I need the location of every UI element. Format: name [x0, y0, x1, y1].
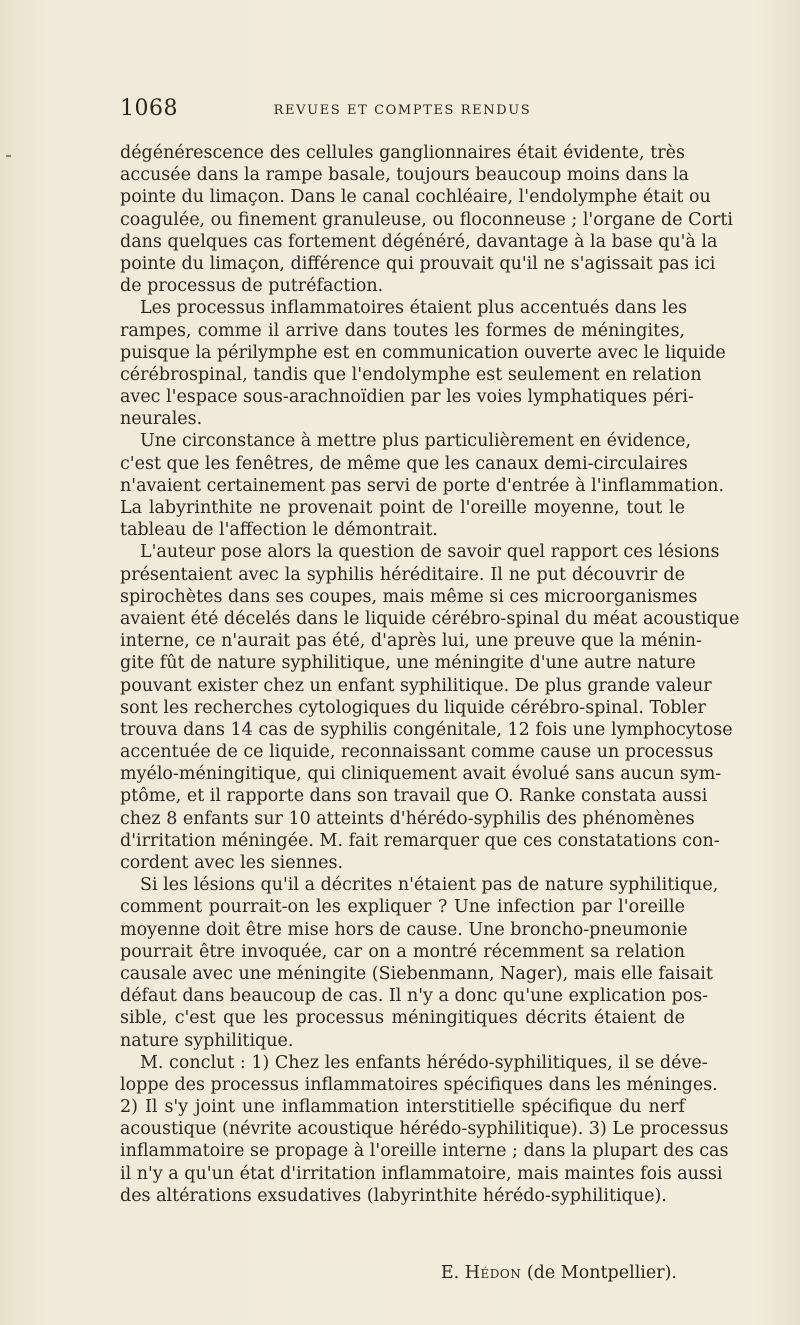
text-line: spirochètes dans ses coupes, mais même si ces microorganismes — [120, 586, 698, 607]
text-line: chez 8 enfants sur 10 atteints d'hérédo-syphilis des phénomènes — [120, 808, 695, 829]
text-line: défaut dans beaucoup de cas. Il n'y a donc qu'une explication pos- — [120, 986, 709, 1007]
text-line: dégénérescence des cellules ganglionnaires était évidente, très — [120, 143, 685, 163]
text-line: Une circonstance à mettre plus particulièrement en évidence, — [140, 431, 692, 452]
signature-initial: E. — [440, 1263, 460, 1283]
signature-location: (de Montpellier). — [526, 1263, 677, 1283]
text-line: pourrait être invoquée, car on a montré récemment sa relation — [120, 941, 685, 962]
text-line: n'avaient certainement pas servi de porte d'entrée à l'inflammation. — [120, 475, 725, 496]
signature — [120, 1262, 685, 1286]
text-line: d'irritation méningée. M. fait remarquer que ces constatations con- — [120, 830, 720, 851]
text-line: 2) Il s'y joint une inflammation interstitielle spécifique du nerf — [120, 1097, 685, 1118]
text-line: L'auteur pose alors la question de savoir quel rapport ces lésions — [140, 542, 720, 563]
text-line: il n'y a qu'un état d'irritation inflammatoire, mais maintes fois aussi — [120, 1163, 723, 1184]
text-line: causale avec une méningite (Siebenmann, Nager), mais elle faisait — [120, 963, 713, 984]
text-line: moyenne doit être mise hors de cause. Une broncho-pneumonie — [120, 919, 688, 940]
text-line: comment pourrait-on les expliquer ? Une infection par l'oreille — [120, 897, 685, 918]
text-line: puisque la périlymphe est en communication ouverte avec le liquide — [120, 342, 726, 363]
text-line: avaient été décelés dans le liquide cérébro-spinal du méat acoustique — [120, 608, 740, 629]
text-line: inflammatoire se propage à l'oreille interne ; dans la plupart des cas — [120, 1141, 729, 1162]
text-line: cérébrospinal, tandis que l'endolymphe est seulement en relation — [120, 364, 702, 385]
text-line: sible, c'est que les processus méningitiques décrits étaient de — [120, 1008, 685, 1029]
text-line: loppe des processus inflammatoires spécifiques dans les méninges. — [120, 1074, 718, 1095]
text-line: de processus de putréfaction. — [120, 276, 384, 297]
signature-name: Hédon — [464, 1263, 522, 1283]
text-line: présentaient avec la syphilis héréditaire. Il ne put découvrir de — [120, 564, 685, 585]
text-line: coagulée, ou finement granuleuse, ou floconneuse ; l'organe de Corti — [120, 209, 734, 230]
margin-mark — [6, 155, 11, 157]
text-line: avec l'espace sous-arachnoïdien par les voies lymphatiques péri- — [120, 387, 694, 408]
text-line: neurales. — [120, 409, 203, 430]
text-line: c'est que les fenêtres, de même que les canaux demi-circulaires — [120, 453, 688, 474]
text-line: pouvant exister chez un enfant syphilitique. De plus grande valeur — [120, 675, 712, 696]
text-line: sont les recherches cytologiques du liquide cérébro-spinal. Tobler — [120, 697, 706, 718]
text-line: tableau de l'affection le démontrait. — [120, 520, 438, 541]
text-line: accusée dans la rampe basale, toujours beaucoup moins dans la — [120, 165, 689, 186]
text-line: dans quelques cas fortement dégénéré, davantage à la base qu'à la — [120, 231, 718, 252]
text-line: myélo-méningitique, qui cliniquement avait évolué sans aucun sym- — [120, 764, 722, 785]
text-line: acoustique (névrite acoustique hérédo-syphilitique). 3) Le processus — [120, 1119, 729, 1140]
text-line: accentuée de ce liquide, reconnaissant comme cause un processus — [120, 742, 714, 763]
text-line: pointe du limaçon, différence qui prouvait qu'il ne s'agissait pas ici — [120, 253, 716, 274]
running-head: REVUES ET COMPTES RENDUS — [273, 103, 532, 118]
text-line: des altérations exsudatives (labyrinthite hérédo-syphilitique). — [120, 1185, 667, 1206]
text-line: nature syphilitique. — [120, 1030, 294, 1051]
text-line: Si les lésions qu'il a décrites n'étaient pas de nature syphilitique, — [140, 875, 719, 896]
page-header — [120, 96, 685, 126]
text-line: La labyrinthite ne provenait point de l'oreille moyenne, tout le — [120, 498, 685, 518]
text-line: cordent avec les siennes. — [120, 853, 344, 873]
text-line: gite fût de nature syphilitique, une méningite d'une autre nature — [120, 653, 696, 674]
text-line: rampes, comme il arrive dans toutes les formes de méningites, — [120, 320, 685, 341]
text-line: Les processus inflammatoires étaient plus accentués dans les — [140, 298, 688, 319]
article-body — [120, 142, 740, 1207]
text-line: interne, ce n'aurait pas été, d'après lui, une preuve que la ménin- — [120, 631, 702, 652]
text-line: trouva dans 14 cas de syphilis congénitale, 12 fois une lymphocytose — [120, 719, 733, 740]
text-line: ptôme, et il rapporte dans son travail que O. Ranke constata aussi — [120, 786, 708, 807]
text-line: M. conclut : 1) Chez les enfants hérédo-syphilitiques, il se déve- — [140, 1052, 708, 1073]
text-line: pointe du limaçon. Dans le canal cochléaire, l'endolymphe était ou — [120, 187, 711, 208]
page-number: 1068 — [120, 96, 178, 121]
